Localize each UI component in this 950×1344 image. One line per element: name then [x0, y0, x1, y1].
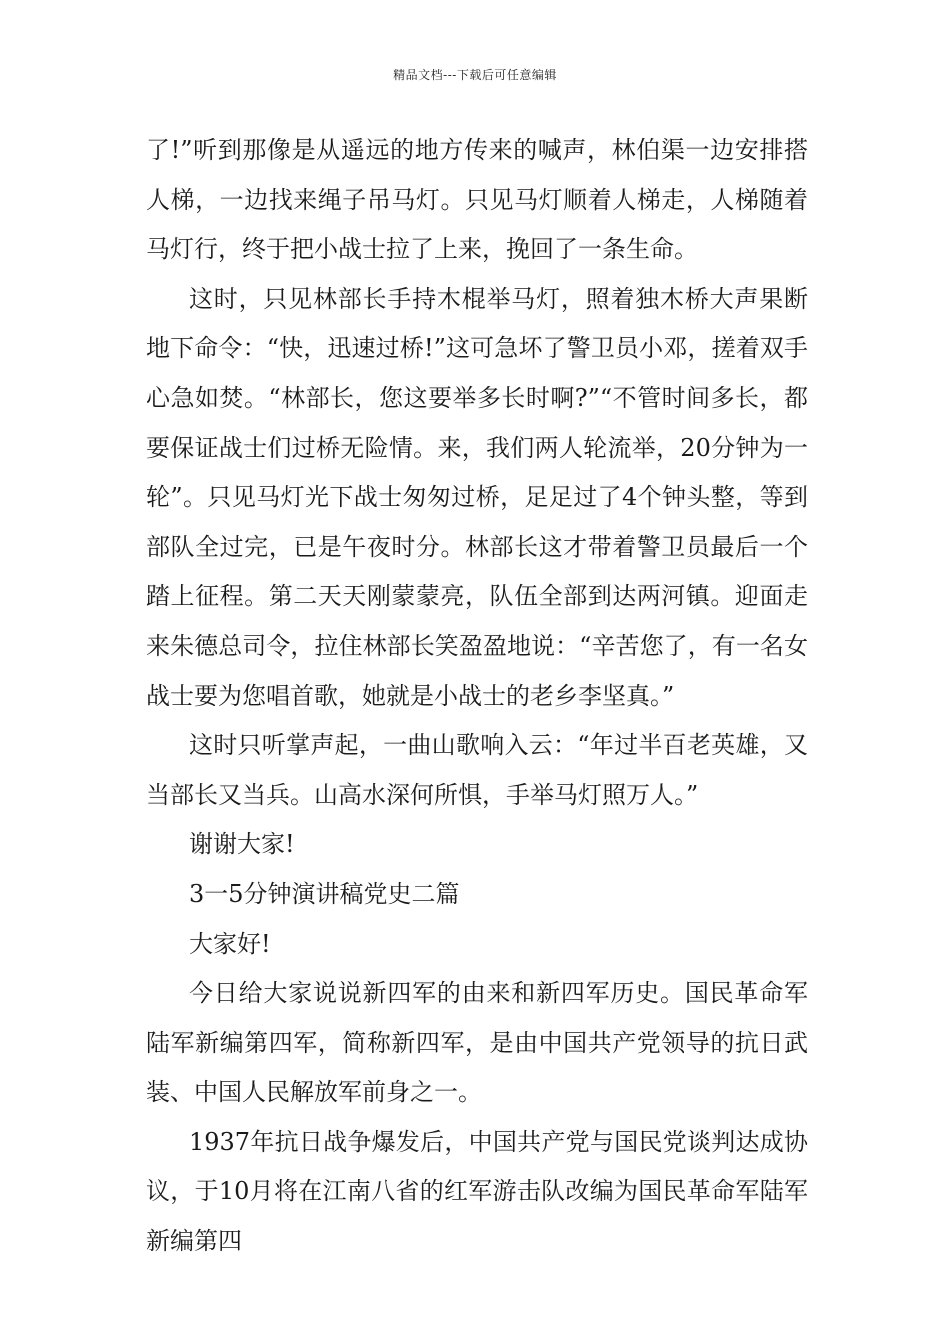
paragraph-bridge-story: 这时，只见林部长手持木棍举马灯，照着独木桥大声果断地下命令：“快，迅速过桥!”这可急坏了警卫员小邓，搓着双手心急如焚。“林部长，您这要举多长时啊?”“不管时间多长，都要保证战士们过桥无险情。来，我们两人轮流举，20分钟为一轮”。只见马灯光下战士匆匆过桥，足足过了4个钟头整，等到部队全过完，已是午夜时分。林部长这才带着警卫员最后一个踏上征程。第二天天刚蒙蒙亮，队伍全部到达两河镇。迎面走来朱德总司令，拉住林部长笑盈盈地说：“辛苦您了，有一名女战士要为您唱首歌，她就是小战士的老乡李坚真。” — [146, 284, 808, 710]
page-header: 精品文档---下载后可任意编辑 — [393, 68, 557, 82]
paragraph-1937-history: 1937年抗日战争爆发后，中国共产党与国民党谈判达成协议，于10月将在江南八省的红军游击队改编为国民革命军陆军新编第四 — [146, 1127, 808, 1256]
paragraph-mountain-song: 这时只听掌声起，一曲山歌响入云：“年过半百老英雄，又当部长又当兵。山高水深何所惧，手举马灯照万人。” — [146, 731, 808, 809]
section-title: 3一5分钟演讲稿党史二篇 — [189, 879, 460, 908]
paragraph-continuation: 了!”听到那像是从遥远的地方传来的喊声，林伯渠一边安排搭人梯，一边找来绳子吊马灯。只见马灯顺着人梯走，人梯随着马灯行，终于把小战士拉了上来，挽回了一条生命。 — [146, 136, 808, 264]
paragraph-new-fourth-army-intro: 今日给大家说说新四军的由来和新四军历史。国民革命军陆军新编第四军，简称新四军，是由中国共产党领导的抗日武装、中国人民解放军前身之一。 — [146, 979, 808, 1107]
paragraph-thanks: 谢谢大家! — [189, 830, 295, 859]
document-body — [146, 126, 808, 1267]
paragraph-greeting: 大家好! — [189, 929, 271, 958]
